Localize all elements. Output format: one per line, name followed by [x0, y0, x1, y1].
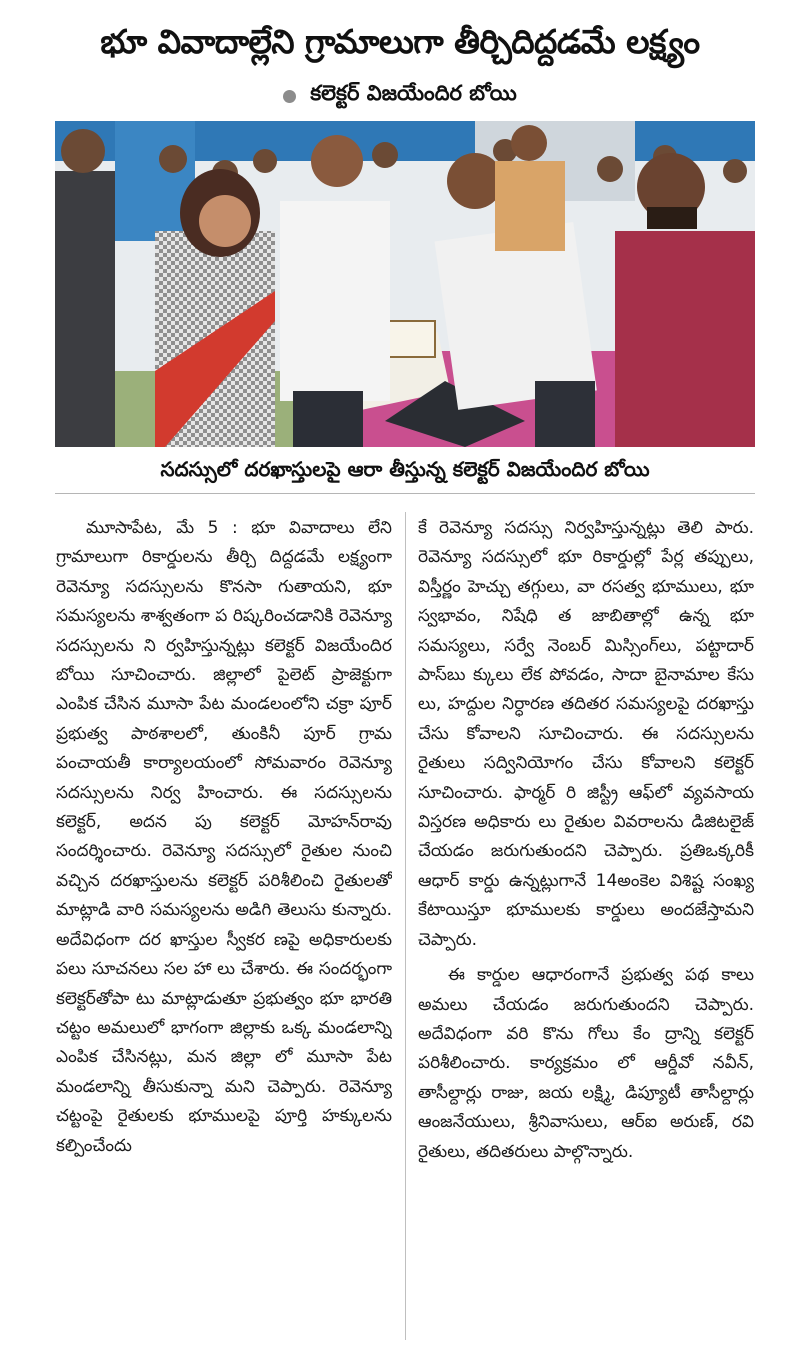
- photo-caption: సదస్సులో దరఖాస్తులపై ఆరా తీస్తున్న కలెక్టర్ విజయేందిర బోయి: [160, 457, 650, 481]
- subheadline: [0, 78, 800, 114]
- caption-divider: [55, 493, 755, 494]
- article-column-left: [56, 514, 392, 1344]
- event-photo: [55, 121, 755, 447]
- bullet-dot-icon: [283, 90, 296, 103]
- column-divider: [405, 512, 406, 1340]
- subheadline-text: కలెక్టర్ విజయేందిర బోయి: [310, 81, 517, 105]
- article-column-right: [418, 514, 754, 1344]
- right-paragraph-1: కే రెవెన్యూ సదస్సు నిర్వహిస్తున్నట్లు తెలి పారు. రెవెన్యూ సదస్సులో భూ రికార్డుల్లో పేర్ల తప్పులు, విస్తీర్ణం హెచ్చు తగ్గులు, వా రసత్వ భూములు, భూ స్వభావం, నిషేధి త జాబితాల్లో ఉన్న భూ సమస్యలు, సర్వే నెంబర్ మిస్సింగ్‌లు, పట్టాదార్ పాస్‌బు క్కులు లేక పోవడం, సాదా బైనామాల కేసు లు, హద్దుల నిర్ధారణ తదితర సమస్యలపై దరఖాస్తు చేసు కోవాలని సూచించారు. ఈ సదస్సులను రైతులు సద్వినియోగం చేసు కోవాలని కలెక్టర్ సూచించారు. ఫార్మర్ రి జిస్ట్రీ ఆఫ్‌లో వ్యవసాయ విస్తరణ అధికారు లు రైతుల వివరాలను డిజిటలైజ్ చేయడం జరుగుతుందని చెప్పారు. ప్రతిఒక్కరికీ ఆధార్ కార్డు ఉన్నట్లుగానే 14అంకెల విశిష్ట సంఖ్య కేటాయిస్తూ భూములకు కార్డులు అందజేస్తామని చెప్పారు.: [418, 518, 754, 950]
- left-paragraph-1: మూసాపేట, మే 5 : భూ వివాదాలు లేని గ్రామాలుగా రికార్డులను తీర్చి దిద్దడమే లక్ష్యంగా రెవెన్యూ సదస్సులను కొనసా గుతాయని, భూ సమస్యలను శాశ్వతంగా ప రిష్కరించడానికి రెవెన్యూ సదస్సులను ని ర్వహిస్తున్నట్లు కలెక్టర్ విజయేందిర బోయి సూచించారు. జిల్లాలో పైలెట్ ప్రాజెక్టుగా ఎంపిక చేసిన మూసా పేట మండలంలోని చక్రా పూర్ ప్రభుత్వ పాఠశాలలో, తుంకినీ పూర్ గ్రామ పంచాయతీ కార్యాలయంలో సోమవారం రెవెన్యూ సదస్సులను నిర్వ హించారు. ఈ సదస్సులను కలెక్టర్, అదన పు కలెక్టర్ మోహన్‌రావు సందర్శించారు. రెవెన్యూ సదస్సులో రైతుల నుంచి వచ్చిన దరఖాస్తులను కలెక్టర్ పరిశీలించి రైతులతో మాట్లాడి వారి సమస్యలను అడిగి తెలుసు కున్నారు. అదేవిధంగా దర ఖాస్తుల స్వీకర ణపై అధికారులకు పలు సూచనలు సల హా లు చేశారు. ఈ సందర్భంగా కలెక్టర్‌తోపా టు మాట్లాడుతూ ప్రభుత్వం భూ భారతి చట్టం అమలులో భాగంగా జిల్లాకు ఒక్క మండలాన్ని ఎంపిక చేసినట్లు, మన జిల్లా లో మూసా పేట మండలాన్ని తీసుకున్నా మని చెప్పారు. రెవెన్యూ చట్టంపై రైతులకు భూములపై పూర్తి హక్కులను కల్పించేందు: [56, 518, 392, 1156]
- headline: భూ వివాదాల్లేని గ్రామాలుగా తీర్చిదిద్దడమే లక్ష్యం: [100, 22, 700, 61]
- right-paragraph-2: ఈ కార్డుల ఆధారంగానే ప్రభుత్వ పథ కాలు అమలు చేయడం జరుగుతుందని చెప్పారు. అదేవిధంగా వరి కొను గోలు కేం ద్రాన్ని కలెక్టర్ పరిశీలించారు. కార్యక్రమం లో ఆర్డీవో నవీన్, తాసీల్దార్లు రాజు, జయ లక్ష్మి, డిప్యూటీ తాసీల్దార్లు ఆంజనేయులు, శ్రీనివాసులు, ఆర్ఐ అరుణ్, రవి రైతులు, తదితరులు పాల్గొన్నారు.: [418, 965, 754, 1162]
